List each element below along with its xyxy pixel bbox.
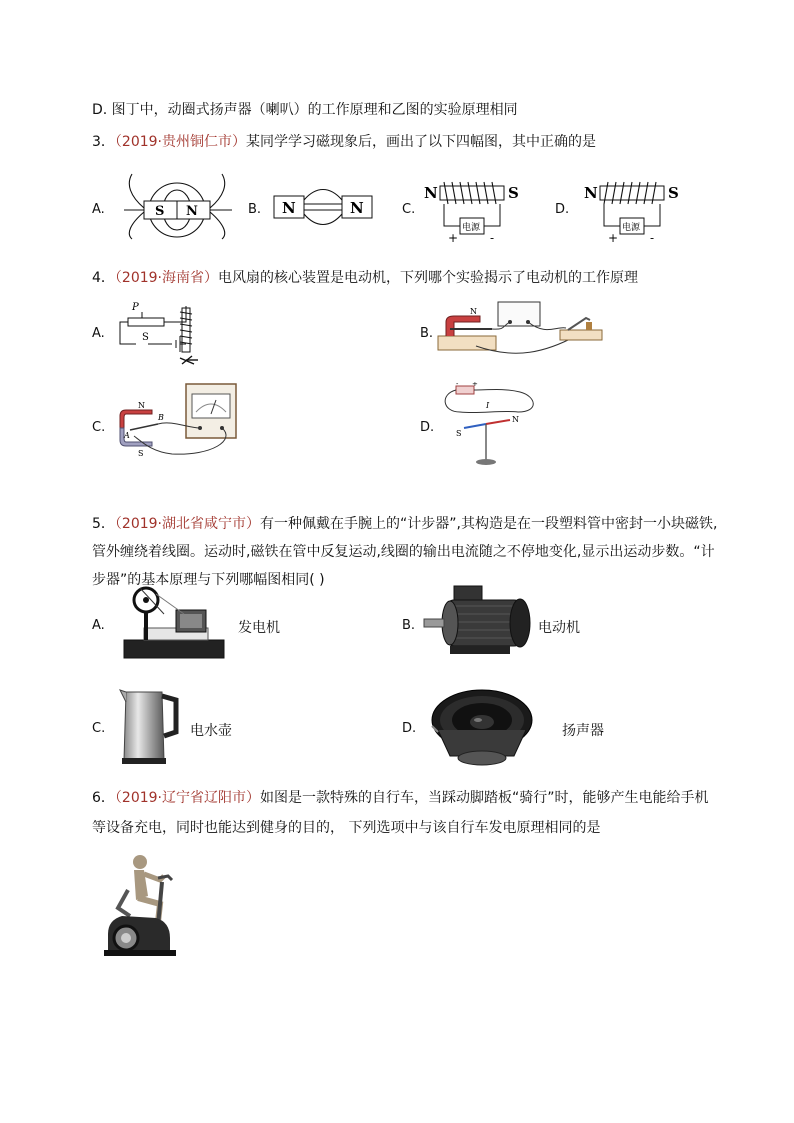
q3-figure-a (120, 168, 235, 240)
q5-figure-d-speaker (428, 686, 536, 768)
q5-source: （2019·湖北省咸宁市） (114, 516, 261, 532)
q3-figure-b (270, 182, 375, 234)
q4-a-p-label: P (132, 302, 139, 313)
q5-caption-b: 电动机 (538, 620, 580, 636)
q4-c-b-label: B (158, 413, 164, 422)
q3-stem (92, 132, 596, 152)
q4-b-n-label: N (470, 307, 477, 316)
q4-option-b-label: B. (420, 326, 434, 341)
q6-stem-line2: 等设备充电，同时也能达到健身的目的， 下列选项中与该自行车发电原理相同的是 (92, 820, 601, 836)
q4-c-n-label: N (138, 401, 145, 410)
q5-option-a-label: A. (92, 618, 105, 633)
q2-option-d: D. 图丁中，动圈式扬声器（喇叭）的工作原理和乙图的实验原理相同 (92, 102, 518, 118)
q3-b-right-pole: N (350, 199, 364, 217)
q6-figure-exercise-bike (100, 852, 182, 960)
q3-figure-c (420, 178, 525, 246)
q6-stem-line1 (92, 788, 709, 808)
q5-number: 5． (92, 516, 115, 532)
q3-b-left-pole: N (282, 199, 296, 217)
q5-figure-c-kettle (116, 686, 186, 768)
q4-option-a-label: A. (92, 326, 105, 341)
q3-number: 3． (92, 134, 115, 150)
q3-text: 某同学学习磁现象后，画出了以下四幅图，其中正确的是 (246, 134, 597, 150)
q3-d-left-pole: N (584, 184, 598, 202)
q3-c-plus: + (448, 231, 459, 245)
q5-text-line1: 有一种佩戴在手腕上的“计步器”,其构造是在一段塑料管中密封一小块磁铁, (260, 516, 718, 532)
q4-option-d-label: D. (420, 420, 435, 435)
q5-stem-line3: 步器”的基本原理与下列哪幅图相同( ) (92, 572, 325, 588)
q3-d-minus: - (650, 231, 655, 245)
q3-d-power-label: 电源 (622, 223, 641, 233)
q4-d-battery-minus: - (456, 382, 459, 388)
q5-option-d-label: D. (402, 721, 417, 736)
q4-d-battery-plus: + (472, 382, 478, 388)
q4-figure-b (436, 296, 606, 360)
q3-a-left-pole: S (155, 204, 165, 219)
q4-figure-a (112, 298, 212, 370)
q5-figure-b-motor (422, 580, 532, 662)
q5-caption-a: 发电机 (238, 620, 280, 636)
q3-source: （2019·贵州铜仁市） (114, 134, 247, 150)
q4-c-a-label: A (124, 431, 130, 440)
q4-figure-c (112, 380, 242, 458)
q3-option-d-label: D. (555, 202, 570, 217)
q3-option-a-label: A. (92, 202, 105, 217)
q4-number: 4． (92, 270, 115, 286)
q5-stem-line2: 管外缠绕着线圈。运动时,磁铁在管中反复运动,线圈的输出电流随之不停地变化,显示出运动步数。“计 (92, 544, 715, 560)
q6-text-line1: 如图是一款特殊的自行车，当踩动脚踏板“骑行”时，能够产生电能给手机 (260, 790, 709, 806)
q3-d-right-pole: S (668, 184, 679, 202)
q3-d-plus: + (608, 231, 619, 245)
q4-c-s-label: S (138, 449, 144, 458)
q3-c-left-pole: N (424, 184, 438, 202)
q3-option-b-label: B. (248, 202, 262, 217)
q4-stem (92, 268, 638, 288)
q3-c-right-pole: S (508, 184, 519, 202)
q4-d-i-label: I (486, 401, 490, 410)
q3-c-minus: - (490, 231, 495, 245)
q4-text: 电风扇的核心装置是电动机，下列哪个实验揭示了电动机的工作原理 (218, 270, 639, 286)
q6-number: 6． (92, 790, 115, 806)
q4-a-s-label: S (142, 332, 149, 343)
q3-c-power-label: 电源 (462, 223, 481, 233)
q5-caption-d: 扬声器 (562, 723, 604, 739)
q4-figure-d (440, 382, 540, 468)
q5-caption-c: 电水壶 (190, 723, 232, 739)
q5-option-c-label: C. (92, 721, 106, 736)
q5-stem-line1 (92, 514, 717, 534)
q3-a-right-pole: N (186, 204, 198, 219)
q3-option-c-label: C. (402, 202, 416, 217)
q5-option-b-label: B. (402, 618, 416, 633)
q4-option-c-label: C. (92, 420, 106, 435)
q6-source: （2019·辽宁省辽阳市） (114, 790, 261, 806)
q5-figure-a-generator (120, 584, 230, 666)
q4-d-s-label: S (456, 429, 462, 438)
q4-source: （2019·海南省） (114, 270, 219, 286)
q4-d-n-label: N (512, 415, 519, 424)
q3-figure-d (580, 178, 685, 246)
